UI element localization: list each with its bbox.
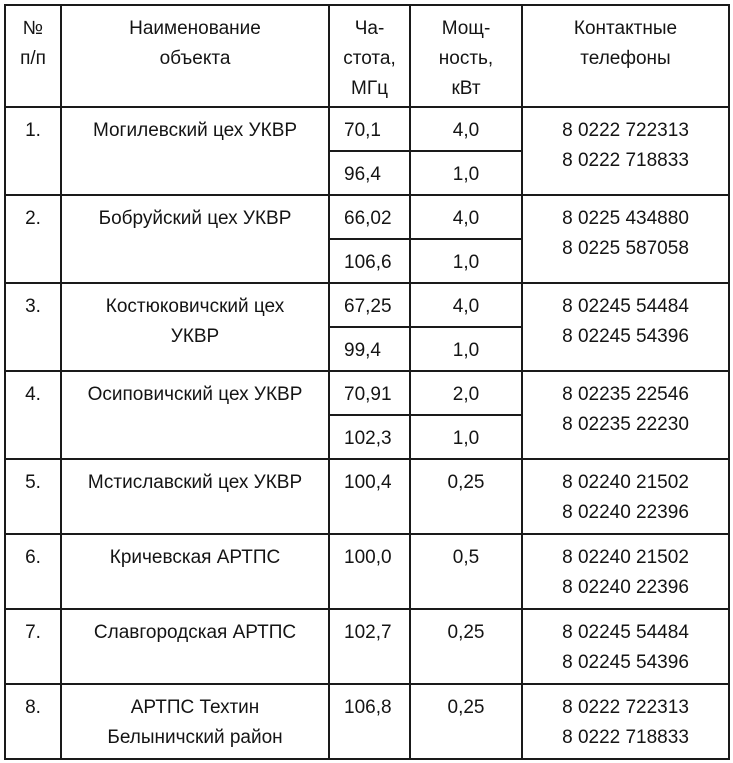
frequency-value: 96,4 — [329, 151, 410, 195]
header-name-line: Наименование — [129, 18, 261, 39]
row-number: 8. — [5, 684, 61, 759]
object-name — [61, 195, 329, 283]
power-value: 1,0 — [410, 151, 522, 195]
table-body — [5, 107, 729, 759]
phone-number: 8 02245 54484 — [562, 622, 689, 643]
power-value: 4,0 — [410, 283, 522, 327]
power-value: 0,25 — [410, 684, 522, 759]
frequency-value: 70,91 — [329, 371, 410, 415]
header-number-line: № — [22, 18, 44, 39]
header-row — [5, 5, 729, 107]
phone-numbers — [522, 459, 729, 534]
object-name-line: Славгородская АРТПС — [93, 622, 297, 643]
frequency-value: 66,02 — [329, 195, 410, 239]
header-phones-line: Контактные — [573, 18, 678, 39]
object-name — [61, 459, 329, 534]
table-row — [5, 684, 729, 759]
row-number: 7. — [5, 609, 61, 684]
phone-number: 8 02245 54396 — [562, 652, 689, 673]
phone-number: 8 02235 22546 — [562, 384, 689, 405]
phone-number: 8 0222 718833 — [562, 150, 689, 171]
phone-numbers — [522, 371, 729, 459]
table-row — [5, 371, 729, 415]
header-frequency — [329, 5, 410, 107]
power-value: 4,0 — [410, 107, 522, 151]
phone-number: 8 02240 21502 — [562, 472, 689, 493]
header-power — [410, 5, 522, 107]
object-name-line: Мстиславский цех УКВР — [87, 472, 303, 493]
power-value: 1,0 — [410, 327, 522, 371]
row-number: 2. — [5, 195, 61, 283]
object-name-line: УКВР — [170, 326, 220, 347]
table-row — [5, 195, 729, 239]
frequency-value: 106,8 — [329, 684, 410, 759]
frequency-value: 100,0 — [329, 534, 410, 609]
header-frequency-line: МГц — [351, 78, 388, 99]
phone-numbers — [522, 534, 729, 609]
phone-number: 8 02240 22396 — [562, 577, 689, 598]
phone-numbers — [522, 107, 729, 195]
row-number: 1. — [5, 107, 61, 195]
power-value: 0,25 — [410, 459, 522, 534]
header-power-line: Мощ- — [441, 18, 491, 39]
header-number — [5, 5, 61, 107]
table-row — [5, 459, 729, 534]
header-name — [61, 5, 329, 107]
phone-numbers — [522, 195, 729, 283]
phone-number: 8 02245 54484 — [562, 296, 689, 317]
phone-number: 8 0222 722313 — [562, 120, 689, 141]
table-row — [5, 283, 729, 327]
table-row — [5, 534, 729, 609]
power-value: 1,0 — [410, 415, 522, 459]
frequency-value: 102,3 — [329, 415, 410, 459]
frequency-value: 70,1 — [329, 107, 410, 151]
phone-numbers — [522, 684, 729, 759]
phone-number: 8 02240 22396 — [562, 502, 689, 523]
row-number: 6. — [5, 534, 61, 609]
object-name-line: АРТПС Техтин — [130, 697, 260, 718]
object-name-line: Белыничский район — [107, 727, 283, 748]
phone-number: 8 0225 434880 — [562, 208, 689, 229]
header-phones — [522, 5, 729, 107]
frequency-value: 102,7 — [329, 609, 410, 684]
object-name-line: Бобруйский цех УКВР — [98, 208, 292, 229]
frequency-value: 99,4 — [329, 327, 410, 371]
phone-number: 8 0222 722313 — [562, 697, 689, 718]
row-number: 4. — [5, 371, 61, 459]
phone-number: 8 02235 22230 — [562, 414, 689, 435]
power-value: 1,0 — [410, 239, 522, 283]
power-value: 0,5 — [410, 534, 522, 609]
table-row — [5, 107, 729, 151]
frequency-value: 67,25 — [329, 283, 410, 327]
object-name-line: Костюковичский цех — [105, 296, 285, 317]
object-name — [61, 283, 329, 371]
header-name-line: объекта — [159, 48, 231, 69]
frequency-value: 106,6 — [329, 239, 410, 283]
object-name-line: Осиповичский цех УКВР — [87, 384, 303, 405]
object-name — [61, 534, 329, 609]
object-name — [61, 684, 329, 759]
table-row — [5, 609, 729, 684]
object-name-line: Могилевский цех УКВР — [92, 120, 298, 141]
header-frequency-line: стота, — [343, 48, 396, 69]
frequency-value: 100,4 — [329, 459, 410, 534]
phone-numbers — [522, 283, 729, 371]
header-power-line: кВт — [451, 78, 481, 99]
power-value: 0,25 — [410, 609, 522, 684]
object-name — [61, 609, 329, 684]
object-name — [61, 371, 329, 459]
header-number-line: п/п — [20, 48, 46, 69]
row-number: 5. — [5, 459, 61, 534]
power-value: 4,0 — [410, 195, 522, 239]
object-name — [61, 107, 329, 195]
power-value: 2,0 — [410, 371, 522, 415]
row-number: 3. — [5, 283, 61, 371]
phone-numbers — [522, 609, 729, 684]
phone-number: 8 02245 54396 — [562, 326, 689, 347]
header-frequency-line: Ча- — [354, 18, 385, 39]
phone-number: 8 0225 587058 — [562, 238, 689, 259]
phone-number: 8 0222 718833 — [562, 727, 689, 748]
radio-stations-table — [4, 4, 730, 760]
phone-number: 8 02240 21502 — [562, 547, 689, 568]
header-power-line: ность, — [438, 48, 494, 69]
header-phones-line: телефоны — [580, 48, 671, 69]
object-name-line: Кричевская АРТПС — [109, 547, 281, 568]
